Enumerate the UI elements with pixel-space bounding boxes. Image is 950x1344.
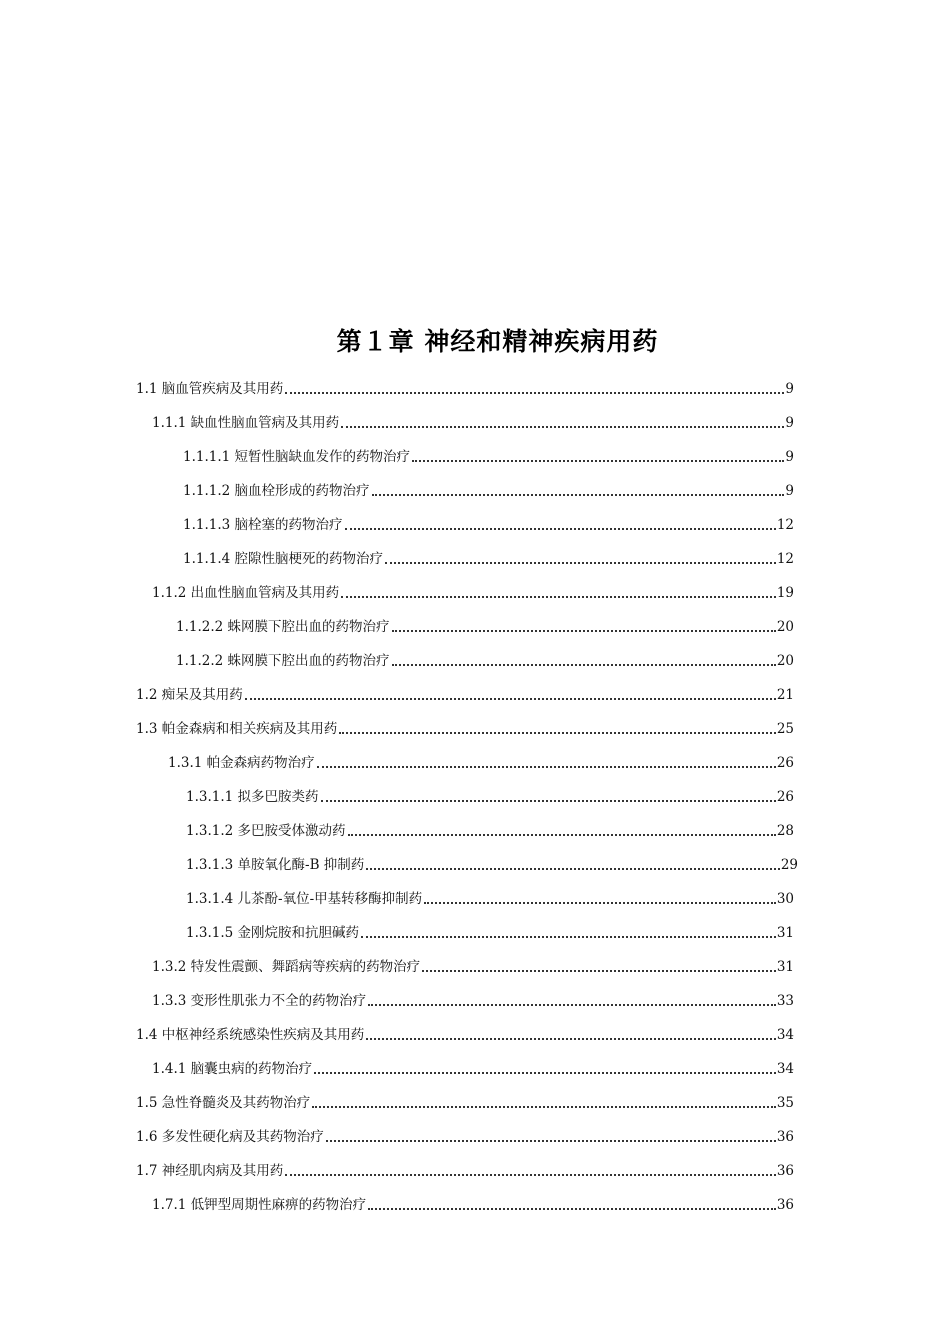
toc-entry[interactable] bbox=[176, 651, 794, 671]
toc-entry[interactable] bbox=[152, 413, 794, 433]
toc-entry-page: 20 bbox=[776, 653, 794, 669]
toc-entry[interactable] bbox=[136, 379, 794, 399]
toc-entry-label: 1.1.1.1 短暂性脑缺血发作的药物治疗 bbox=[183, 449, 411, 465]
toc-entry-page: 34 bbox=[776, 1061, 794, 1077]
toc-entry[interactable] bbox=[183, 549, 794, 569]
toc-dot-leader bbox=[285, 392, 784, 394]
toc-entry[interactable] bbox=[183, 447, 794, 467]
toc-entry-label: 1.3.1 帕金森病药物治疗 bbox=[168, 755, 315, 771]
toc-dot-leader bbox=[412, 460, 784, 462]
toc-entry-page: 9 bbox=[785, 483, 794, 499]
toc-entry-page: 35 bbox=[776, 1095, 794, 1111]
toc-entry[interactable] bbox=[152, 991, 794, 1011]
toc-entry-page: 36 bbox=[776, 1197, 794, 1213]
toc-entry-page: 21 bbox=[776, 687, 794, 703]
toc-entry[interactable] bbox=[136, 685, 794, 705]
toc-entry[interactable] bbox=[136, 1161, 794, 1181]
toc-entry-page: 26 bbox=[776, 789, 794, 805]
toc-entry-label: 1.3.1.2 多巴胺受体激动药 bbox=[186, 823, 346, 839]
toc-entry-label: 1.1.1.3 脑栓塞的药物治疗 bbox=[183, 517, 343, 533]
toc-dot-leader bbox=[285, 1174, 776, 1176]
toc-dot-leader bbox=[317, 766, 776, 768]
toc-dot-leader bbox=[341, 596, 776, 598]
toc-dot-leader bbox=[312, 1106, 776, 1108]
toc-entry-label: 1.7.1 低钾型周期性麻痹的药物治疗 bbox=[152, 1197, 367, 1213]
toc-entry-page: 29 bbox=[780, 857, 798, 873]
toc-entry-label: 1.4.1 脑囊虫病的药物治疗 bbox=[152, 1061, 313, 1077]
toc-entry[interactable] bbox=[152, 1059, 794, 1079]
toc-entry[interactable] bbox=[136, 1093, 794, 1113]
toc-entry-page: 9 bbox=[785, 415, 794, 431]
toc-entry-label: 1.3.1.4 儿茶酚-氧位-甲基转移酶抑制药 bbox=[186, 891, 423, 907]
toc-entry-page: 9 bbox=[785, 381, 794, 397]
toc-entry[interactable] bbox=[152, 1195, 794, 1215]
toc-entry[interactable] bbox=[183, 515, 794, 535]
toc-entry-page: 36 bbox=[776, 1129, 794, 1145]
toc-dot-leader bbox=[245, 698, 776, 700]
toc-entry-page: 31 bbox=[776, 959, 794, 975]
toc-dot-leader bbox=[366, 868, 780, 870]
toc-entry-page: 31 bbox=[776, 925, 794, 941]
toc-entry-page: 26 bbox=[776, 755, 794, 771]
toc-dot-leader bbox=[422, 970, 776, 972]
toc-dot-leader bbox=[339, 732, 776, 734]
toc-entry-label: 1.3.1.3 单胺氧化酶-B 抑制药 bbox=[186, 857, 365, 873]
toc-entry-label: 1.5 急性脊髓炎及其药物治疗 bbox=[136, 1095, 311, 1111]
toc-entry-label: 1.3.1.5 金刚烷胺和抗胆碱药 bbox=[186, 925, 360, 941]
toc-entry-label: 1.1.2.2 蛛网膜下腔出血的药物治疗 bbox=[176, 619, 390, 635]
toc-entry-label: 1.3.1.1 拟多巴胺类药 bbox=[186, 789, 319, 805]
toc-entry-label: 1.4 中枢神经系统感染性疾病及其用药 bbox=[136, 1027, 365, 1043]
toc-dot-leader bbox=[372, 494, 785, 496]
toc-entry-label: 1.1 脑血管疾病及其用药 bbox=[136, 381, 284, 397]
toc-dot-leader bbox=[348, 834, 776, 836]
toc-entry-label: 1.1.1.2 脑血栓形成的药物治疗 bbox=[183, 483, 370, 499]
toc-entry-label: 1.1.1 缺血性脑血管病及其用药 bbox=[152, 415, 340, 431]
toc-dot-leader bbox=[392, 630, 776, 632]
toc-entry-label: 1.1.1.4 腔隙性脑梗死的药物治疗 bbox=[183, 551, 384, 567]
toc-entry-page: 33 bbox=[776, 993, 794, 1009]
toc-entry[interactable] bbox=[183, 481, 794, 501]
toc-entry[interactable] bbox=[152, 583, 794, 603]
toc-entry-page: 28 bbox=[776, 823, 794, 839]
toc-entry[interactable] bbox=[136, 1127, 794, 1147]
toc-entry-page: 12 bbox=[776, 551, 794, 567]
toc-entry-label: 1.1.2 出血性脑血管病及其用药 bbox=[152, 585, 340, 601]
chapter-title: 第１章 神经和精神疾病用药 bbox=[336, 327, 659, 356]
toc-dot-leader bbox=[366, 1038, 776, 1040]
toc-entry-page: 30 bbox=[776, 891, 794, 907]
toc-entry-page: 19 bbox=[776, 585, 794, 601]
toc-entry-page: 34 bbox=[776, 1027, 794, 1043]
toc-entry-page: 36 bbox=[776, 1163, 794, 1179]
toc-entry[interactable] bbox=[152, 957, 794, 977]
toc-dot-leader bbox=[341, 426, 784, 428]
toc-dot-leader bbox=[361, 936, 776, 938]
toc-dot-leader bbox=[326, 1140, 776, 1142]
toc-dot-leader bbox=[385, 562, 776, 564]
toc-entry[interactable] bbox=[186, 855, 798, 875]
toc-entry-label: 1.1.2.2 蛛网膜下腔出血的药物治疗 bbox=[176, 653, 390, 669]
toc-entry-page: 25 bbox=[776, 721, 794, 737]
toc-entry-page: 20 bbox=[776, 619, 794, 635]
toc-entry-label: 1.3 帕金森病和相关疾病及其用药 bbox=[136, 721, 338, 737]
toc-entry-label: 1.2 痴呆及其用药 bbox=[136, 687, 243, 703]
toc-entry[interactable] bbox=[186, 787, 794, 807]
toc-entry[interactable] bbox=[186, 821, 794, 841]
toc-entry[interactable] bbox=[136, 719, 794, 739]
toc-dot-leader bbox=[424, 902, 776, 904]
toc-dot-leader bbox=[345, 528, 776, 530]
toc-entry-label: 1.3.3 变形性肌张力不全的药物治疗 bbox=[152, 993, 367, 1009]
toc-entry-label: 1.3.2 特发性震颤、舞蹈病等疾病的药物治疗 bbox=[152, 959, 421, 975]
toc-dot-leader bbox=[321, 800, 776, 802]
toc-dot-leader bbox=[392, 664, 776, 666]
toc-entry[interactable] bbox=[186, 889, 794, 909]
toc-entry[interactable] bbox=[136, 1025, 794, 1045]
toc-entry-page: 12 bbox=[776, 517, 794, 533]
toc-dot-leader bbox=[314, 1072, 776, 1074]
toc-entry-page: 9 bbox=[785, 449, 794, 465]
toc-entry[interactable] bbox=[176, 617, 794, 637]
toc-entry[interactable] bbox=[186, 923, 794, 943]
toc-dot-leader bbox=[368, 1004, 776, 1006]
toc-entry[interactable] bbox=[168, 753, 794, 773]
toc-entry-label: 1.6 多发性硬化病及其药物治疗 bbox=[136, 1129, 324, 1145]
toc-entry-label: 1.7 神经肌肉病及其用药 bbox=[136, 1163, 284, 1179]
toc-dot-leader bbox=[368, 1208, 776, 1210]
